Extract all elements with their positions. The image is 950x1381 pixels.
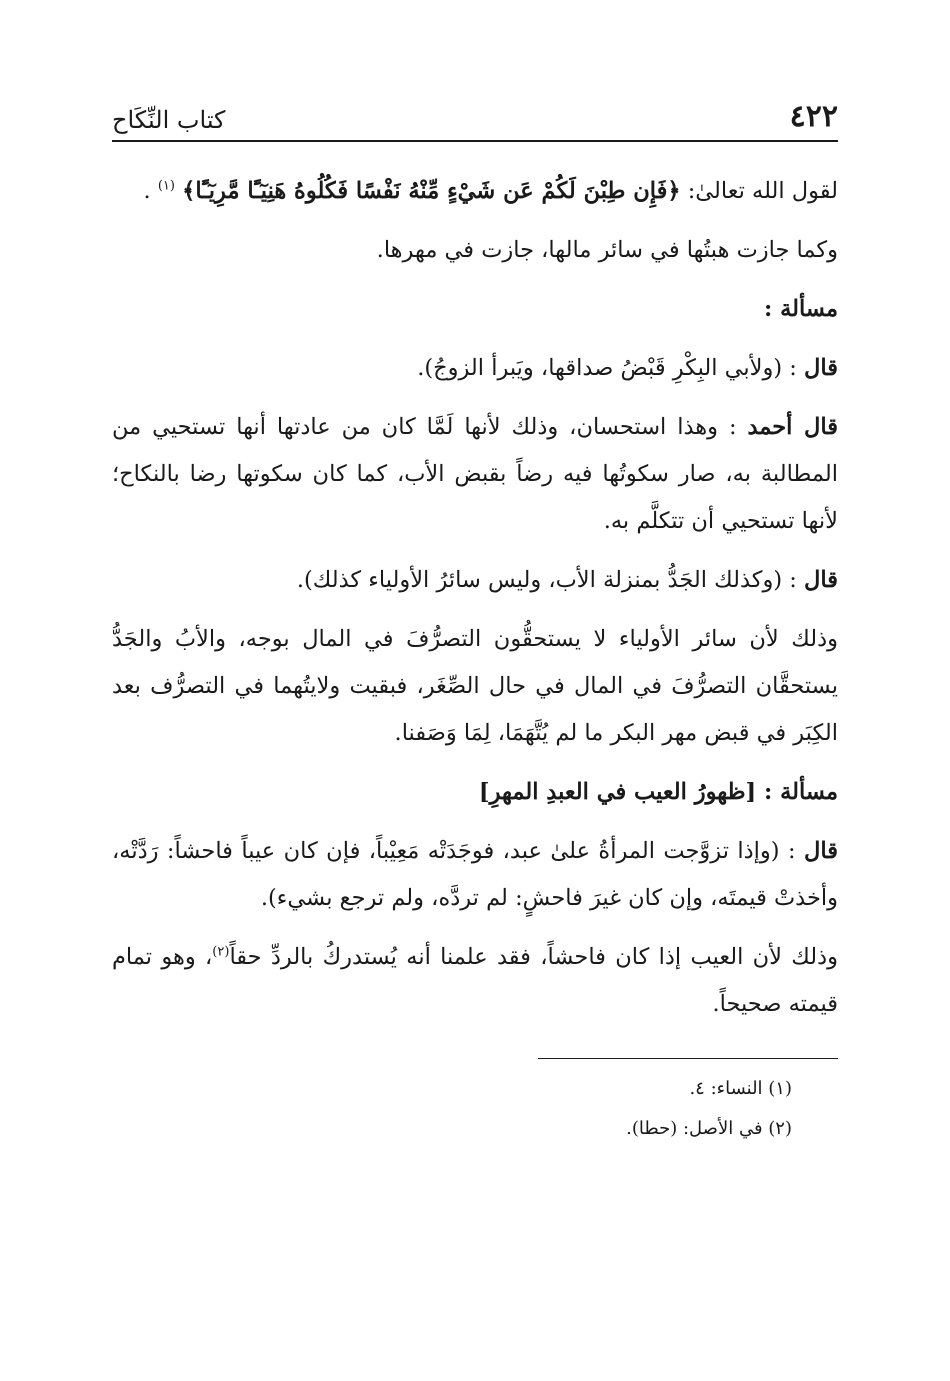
quran-verse: ﴿فَإِن طِبْنَ لَكُمْ عَن شَيْءٍ مِّنْهُ نَفْسًا فَكُلُوهُ هَنِيٓـًٔا مَّرِيٓـًٔا﴾ [182, 178, 681, 204]
paragraph-text: : (وإذا تزوَّجت المرأةُ علىٰ عبد، فوجَدَتْه مَعِيْباً، فإن كان عيباً فاحشاً: رَدَّتْه، وأخذتْ قيمتَه، وإن كان غيرَ فاحشٍ: لم تردَّه، ولم ترجع بشيء). [112, 838, 838, 911]
paragraph-text: : (وكذلك الجَدُّ بمنزلة الأب، وليس سائرُ الأولياء كذلك). [296, 567, 797, 593]
footnote-1: (١) النساء: ٤. [689, 1078, 792, 1099]
body-text [112, 168, 838, 1028]
paragraph-text: : (ولأبي البِكْرِ قَبْضُ صداقها، ويَبرأ الزوجُ). [417, 355, 797, 381]
page-number: ٤٢٢ [789, 99, 838, 134]
footnote-divider [538, 1058, 838, 1059]
paragraph-text: وذلك لأن العيب إذا كان فاحشاً، فقد علمنا أنه يُستدركُ بالردِّ حقاً [229, 944, 838, 970]
paragraph-grandfather [112, 557, 838, 604]
paragraph-gift: وكما جازت هبتُها في سائر مالها، جازت في مهرها. [376, 237, 838, 263]
paragraph-virgin-father [112, 345, 838, 392]
book-title: كتاب النِّكَاح [112, 106, 226, 134]
speaker-label: قال [804, 838, 838, 864]
speaker-label: قال أحمد [747, 414, 838, 440]
paragraph-defect [112, 828, 838, 922]
paragraph-guardians: وذلك لأن سائر الأولياء لا يستحقُّون التصرُّفَ في المال بوجه، والأبُ والجَدُّ يستحقَّان التصرُّفَ في المال في حال الصِّغَر، فبقيت ولايتُهما في التصرُّف بعد الكِبَر في قبض مهر البكر ما لم يُتَّهَمَا، لِمَا وَصَفنا. [112, 626, 838, 746]
footnotes [112, 1069, 838, 1149]
paragraph-ahmad [112, 404, 838, 545]
paragraph-defect-reason [112, 934, 838, 1028]
book-page [112, 88, 838, 1149]
paragraph-text: : وهذا استحسان، وذلك لأنها لَمَّا كان من عادتها أنها تستحيي من المطالبة به، صار سكوتُها فيه رضاً بقبض الأب، كما كان سكوتها رضا بالنكاح؛ لأنها تستحيي أن تتكلَّم به. [112, 414, 838, 534]
paragraph-quran-citation [112, 168, 838, 215]
footnote-marker-1: (١) [157, 178, 175, 194]
paragraph-end: ، وهو تمام قيمته صحيحاً. [112, 944, 838, 1017]
footnote-2: (٢) في الأصل: (حطا). [626, 1118, 792, 1139]
speaker-label: قال [804, 567, 838, 593]
citation-end: . [143, 178, 151, 204]
speaker-label: قال [804, 355, 838, 381]
section-heading-1: مسألة : [763, 296, 838, 322]
footnote-marker-2: (٢) [212, 944, 230, 960]
section-heading-2: مسألة : [ظهورُ العيب في العبدِ المهرِ] [478, 779, 838, 805]
running-header [112, 88, 838, 142]
citation-intro: لقول الله تعالىٰ: [680, 178, 838, 204]
